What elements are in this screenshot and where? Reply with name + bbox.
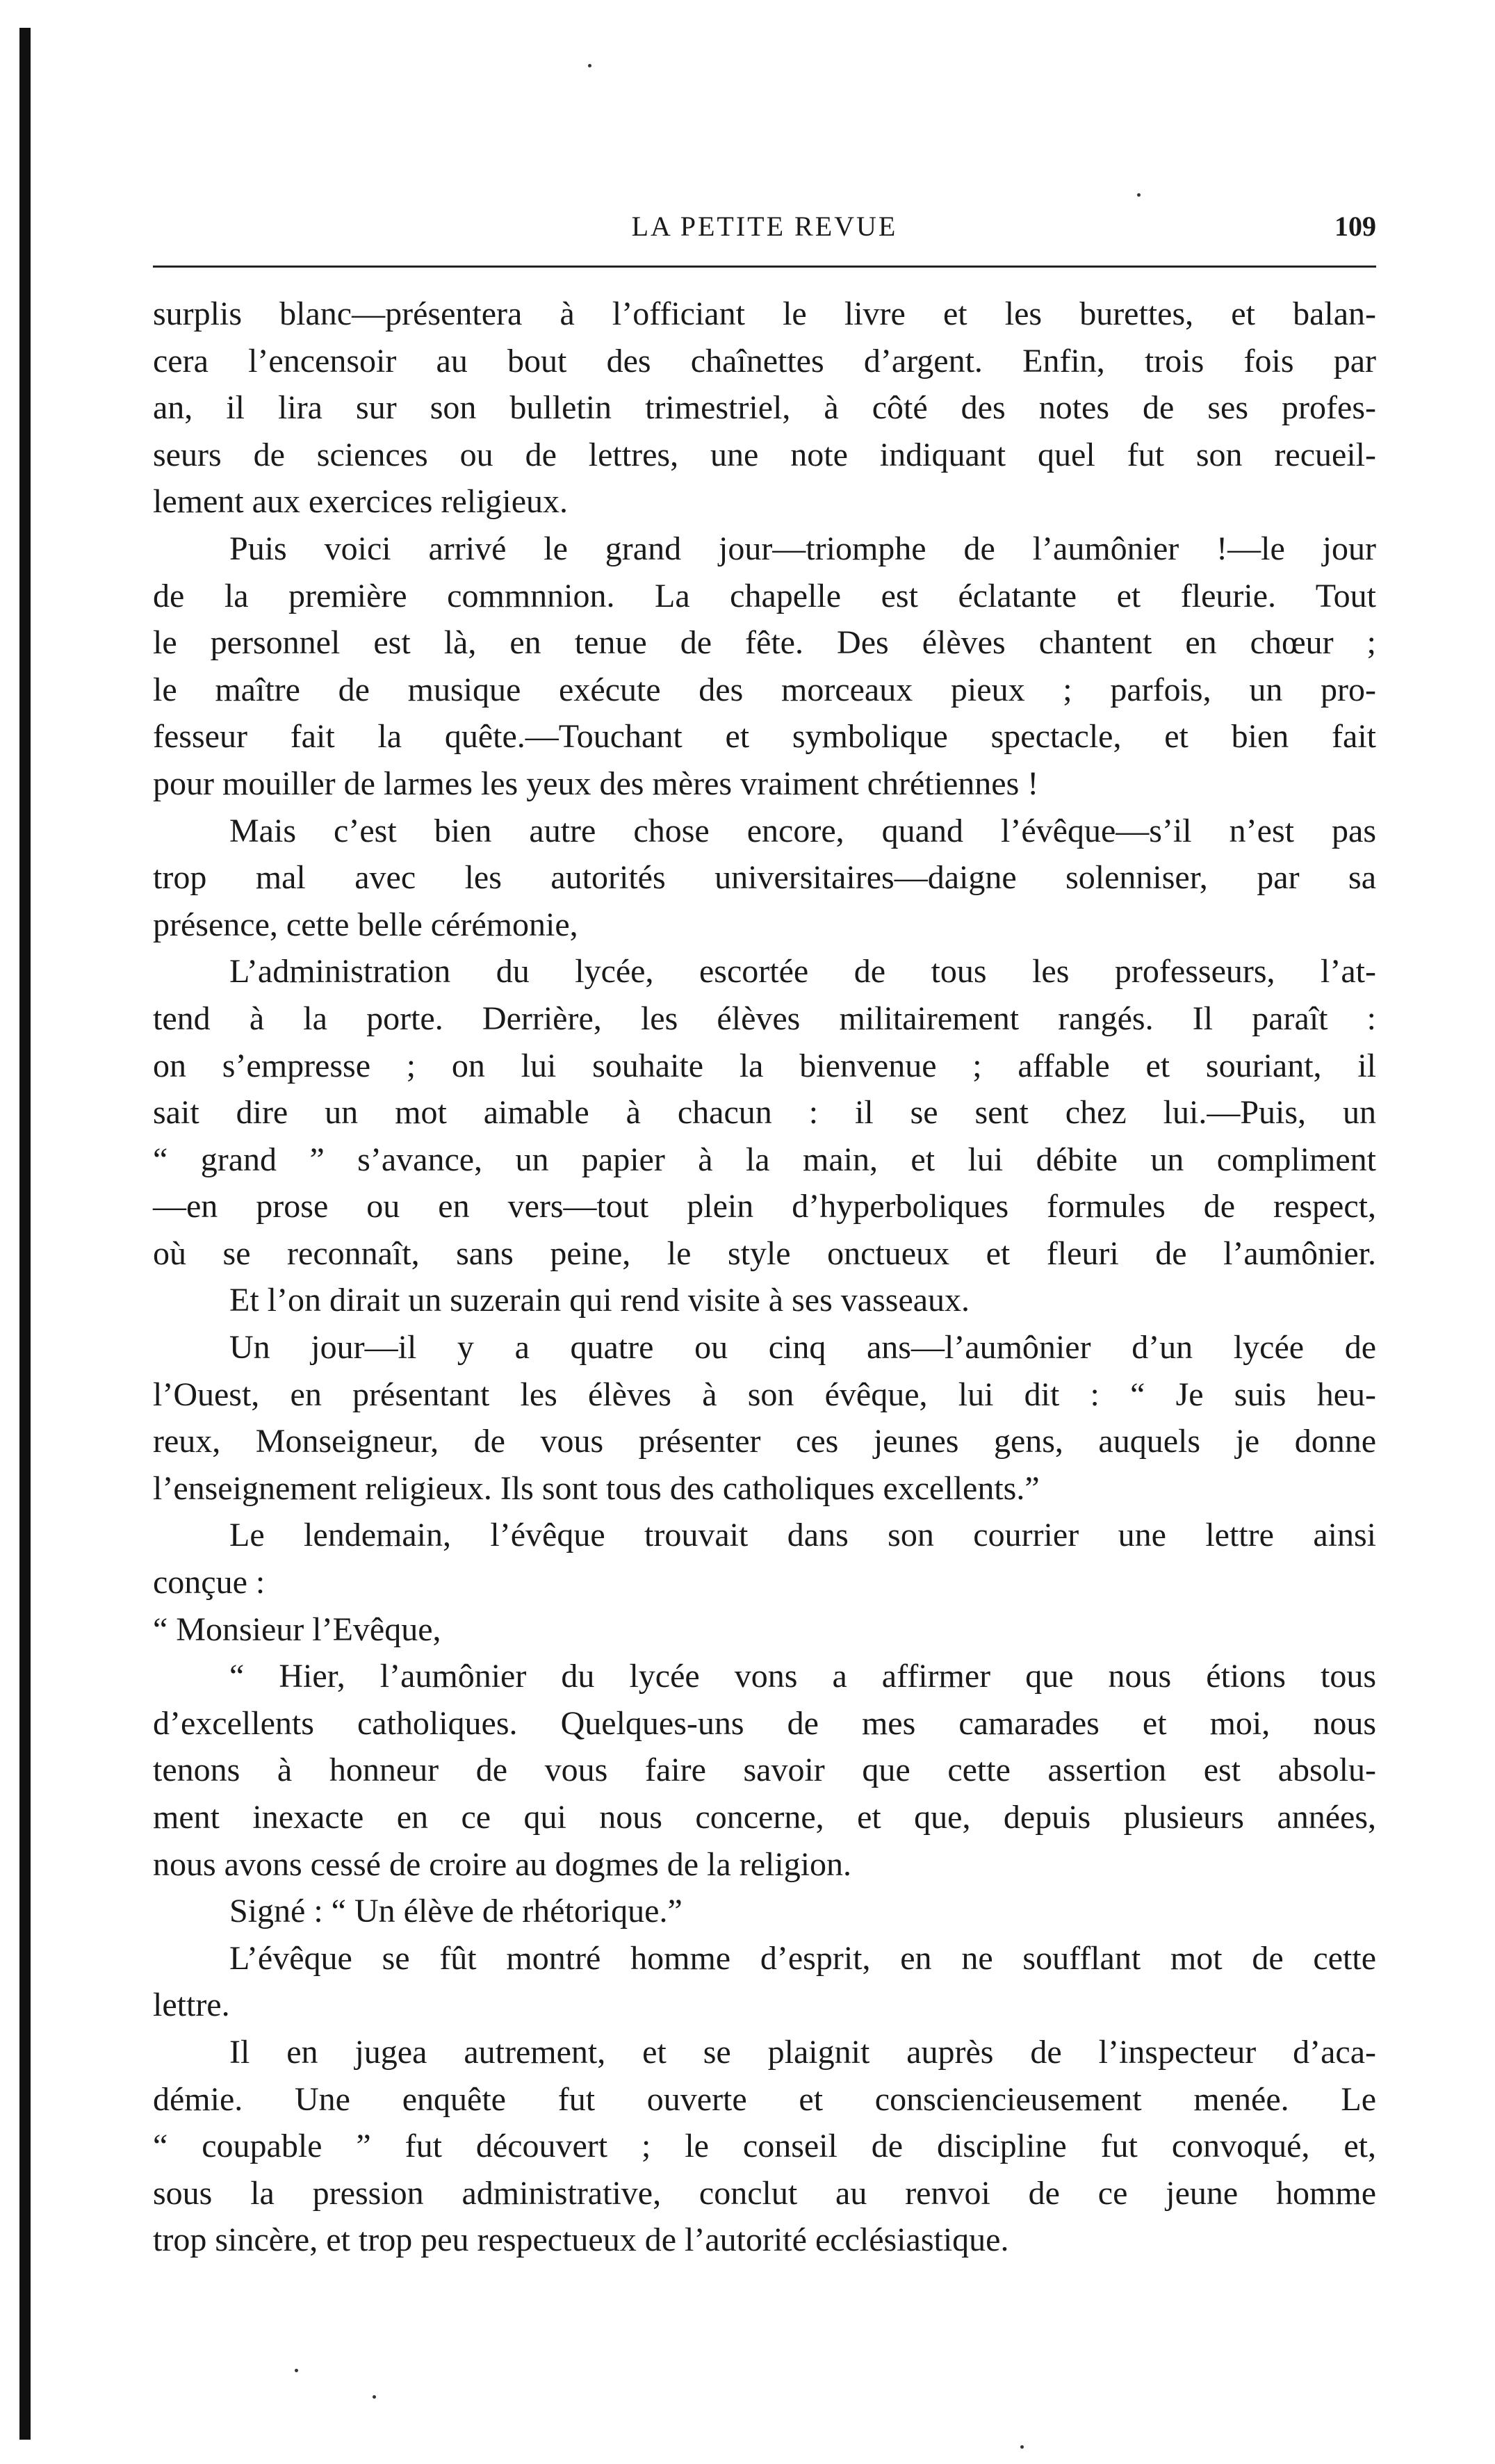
text-line: Le lendemain, l’évêque trouvait dans son courrier une lettre ainsi [229,1517,1376,1554]
text-line: L’administration du lycée, escortée de tous les professeurs, l’at- [229,953,1376,990]
text-line: —en prose ou en vers—tout plein d’hyperboliques formules de respect, [153,1188,1376,1225]
text-line: ment inexacte en ce qui nous concerne, et que, depuis plusieurs années, [153,1799,1376,1836]
text-line: fesseur fait la quête.—Touchant et symbolique spectacle, et bien fait [153,718,1376,756]
text-line: présence, cette belle cérémonie, [153,906,578,943]
running-title: LA PETITE REVUE [631,211,898,242]
text-line: Un jour—il y a quatre ou cinq ans—l’aumônier d’un lycée de [229,1329,1376,1366]
page-number: 109 [1334,211,1376,242]
text-line: conçue : [153,1564,265,1601]
text-line: où se reconnaît, sans peine, le style onctueux et fleuri de l’aumônier. [153,1234,1376,1272]
text-line: nous avons cessé de croire au dogmes de la religion. [153,1845,852,1883]
header-rule [153,266,1376,268]
text-line: on s’empresse ; on lui souhaite la bienvenue ; affable et souriant, il [153,1047,1376,1084]
text-line: sait dire un mot aimable à chacun : il se sent chez lui.—Puis, un [153,1094,1376,1132]
text-line: d’excellents catholiques. Quelques-uns de mes camarades et moi, nous [153,1704,1376,1742]
text-line: l’enseignement religieux. Ils sont tous des catholiques excellents.” [153,1469,1040,1507]
text-line: le maître de musique exécute des morceaux pieux ; parfois, un pro- [153,671,1376,708]
text-line: Mais c’est bien autre chose encore, quand l’évêque—s’il n’est pas [229,812,1376,849]
body-text [153,291,1376,2264]
binding-edge [19,28,31,2440]
text-line: seurs de sciences ou de lettres, une note indiquant quel fut son recueil- [153,436,1376,473]
text-line: pour mouiller de larmes les yeux des mères vraiment chrétiennes ! [153,765,1039,802]
text-line: an, il lira sur son bulletin trimestriel, à côté des notes de ses profes- [153,389,1376,427]
text-line: Signé : “ Un élève de rhétorique.” [229,1893,683,1930]
text-line: reux, Monseigneur, de vous présenter ces jeunes gens, auquels je donne [153,1423,1376,1460]
text-line: démie. Une enquête fut ouverte et consciencieusement menée. Le [153,2080,1376,2118]
print-speck [373,2395,376,2399]
text-line: Il en jugea autrement, et se plaignit auprès de l’inspecteur d’aca- [229,2033,1376,2071]
print-speck [1020,2445,1024,2449]
text-line: trop mal avec les autorités universitaires—daigne solenniser, par sa [153,859,1376,897]
text-line: “ Hier, l’aumônier du lycée vons a affirmer que nous étions tous [229,1658,1376,1695]
text-line: “ Monsieur l’Evêque, [153,1610,441,1648]
print-speck [1137,193,1141,197]
text-line: Puis voici arrivé le grand jour—triomphe de l’aumônier !—le jour [229,530,1376,567]
print-speck [588,64,591,67]
page-header [153,206,1376,254]
text-line: lettre. [153,1986,230,2024]
print-speck [295,2369,298,2372]
text-line: le personnel est là, en tenue de fête. Des élèves chantent en chœur ; [153,624,1376,662]
text-line: sous la pression administrative, conclut au renvoi de ce jeune homme [153,2174,1376,2212]
text-line: lement aux exercices religieux. [153,483,569,521]
text-line: tenons à honneur de vous faire savoir que cette assertion est absolu- [153,1752,1376,1789]
text-line: L’évêque se fût montré homme d’esprit, en ne soufflant mot de cette [229,1939,1376,1977]
text-line: trop sincère, et trop peu respectueux de l’autorité ecclésiastique. [153,2221,1009,2259]
text-line: cera l’encensoir au bout des chaînettes d’argent. Enfin, trois fois par [153,342,1376,380]
text-line: “ coupable ” fut découvert ; le conseil de discipline fut convoqué, et, [153,2128,1376,2165]
text-line: surplis blanc—présentera à l’officiant le livre et les burettes, et balan- [153,295,1376,332]
text-line: Et l’on dirait un suzerain qui rend visite à ses vasseaux. [229,1282,970,1319]
text-line: de la première commnnion. La chapelle est éclatante et fleurie. Tout [153,577,1376,614]
text-line: l’Ouest, en présentant les élèves à son évêque, lui dit : “ Je suis heu- [153,1376,1376,1413]
text-line: “ grand ” s’avance, un papier à la main, et lui débite un compliment [153,1141,1376,1178]
text-line: tend à la porte. Derrière, les élèves militairement rangés. Il paraît : [153,1000,1376,1037]
